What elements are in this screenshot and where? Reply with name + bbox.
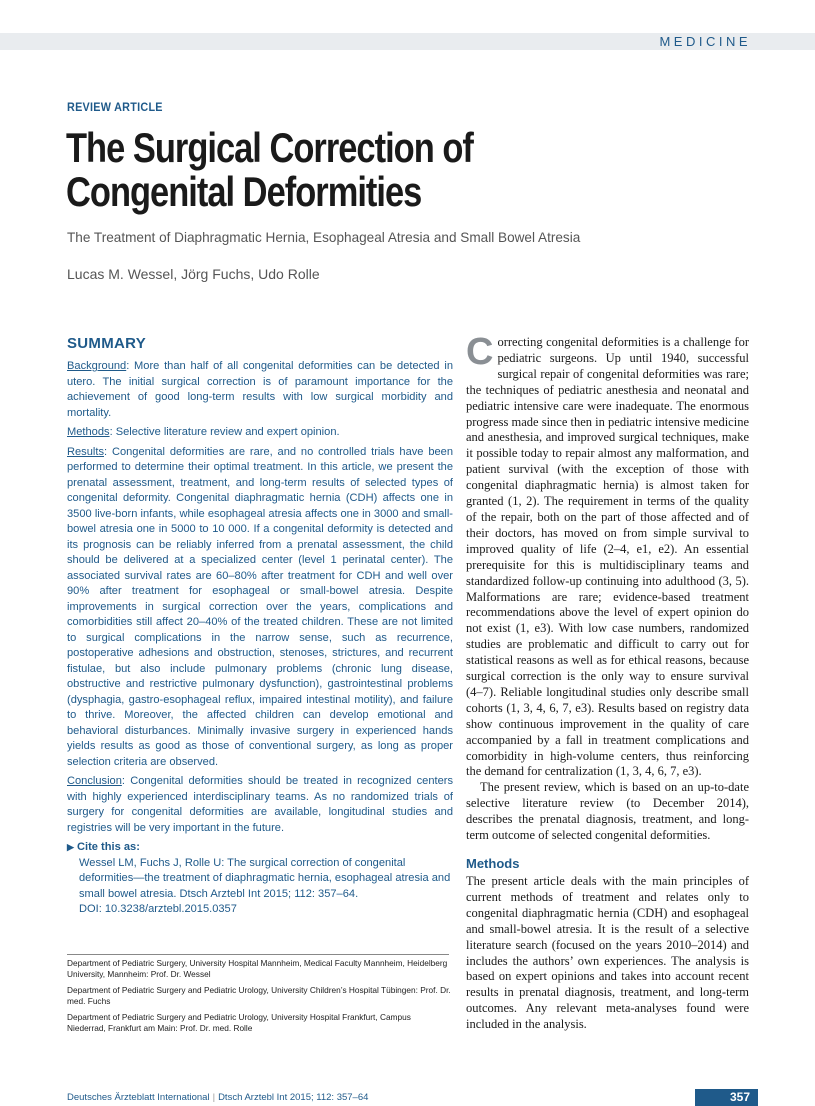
affiliation-item: Department of Pediatric Surgery, University Hospital Mannheim, Medical Faculty Mannheim, Heidelberg University, Mannheim: Prof. Dr. Wessel [67,958,448,979]
cite-text: Wessel LM, Fuchs J, Rolle U: The surgical correction of congenital deformities—the treatment of diaphragmatic hernia, esophageal atresia and small bowel atresia. Dtsch Arztebl Int 2015; 112: 357–64. [79,856,451,900]
summary-methods [67,425,453,441]
arrow-icon: ▶ [67,842,74,852]
review-paragraph: The present review, which is based on an up-to-date selective literature review (to December 2014), describes the prenatal diagnosis, treatment, and long-term outcome of selected congenital deformities. [466,780,749,843]
affiliations [67,958,451,1039]
affiliation-divider [67,954,449,955]
conclusion-label: Conclusion [67,775,122,787]
conclusion-text: : Congenital deformities should be treated in recognized centers with highly experienced interdisciplinary teams. As no randomized trials of surgery for congenital deformities are available, longitudinal studies and registries will be very important in the future. [67,775,453,834]
results-label: Results [67,445,104,458]
affiliation-item: Department of Pediatric Surgery and Pediatric Urology, University Hospital Frankfurt, Campus Niederrad, Frankfurt am Main: Prof. Dr. med. Rolle [67,1012,411,1033]
affiliation-item: Department of Pediatric Surgery and Pediatric Urology, University Children’s Hospital Tübingen: Prof. Dr. med. Fuchs [67,985,451,1006]
cite-block [67,840,453,918]
cite-doi: DOI: 10.3238/arztebl.2015.0357 [79,903,237,915]
article-type: REVIEW ARTICLE [67,100,163,114]
methods-text: : Selective literature review and expert opinion. [109,426,340,438]
methods-label: Methods [67,426,110,438]
article-authors: Lucas M. Wessel, Jörg Fuchs, Udo Rolle [67,266,320,282]
summary-results [67,445,453,771]
page-number: 357 [695,1089,758,1106]
summary-box [67,335,453,918]
body-column [466,331,749,1033]
footer-citation: Dtsch Arztebl Int 2015; 112: 357–64 [218,1092,369,1103]
cite-title: Cite this as: [77,841,140,853]
summary-background [67,359,453,421]
section-label: MEDICINE [659,34,751,49]
methods-heading: Methods [466,856,520,871]
background-text: : More than half of all congenital deformities can be detected in utero. The initial surgical correction is of paramount importance for the achievement of good long-term results with low surgical morbidity and mortality. [67,360,453,419]
methods-paragraph: The present article deals with the main principles of current methods of treatment and relates only to congenital diaphragmatic hernia (CDH) and esophageal and small-bowel atresia. It is the result of a selective literature search (focused on the years 2010–2014) and includes the authors’ own experiences. The analysis is based on expert opinions and takes into account recent results in prenatal diagnosis, treatment, and long-term outcomes. Any relevant meta-analyses found were included in the analysis. [466,874,749,1032]
summary-conclusion [67,774,453,836]
drop-cap: C [466,331,494,373]
page-footer [67,1092,368,1103]
footer-separator: | [212,1092,216,1103]
background-label: Background [67,360,127,372]
footer-journal: Deutsches Ärzteblatt International [67,1092,210,1103]
intro-paragraph [466,331,749,780]
article-title: The Surgical Correction of Congenital Deformities [66,124,473,215]
article-subtitle: The Treatment of Diaphragmatic Hernia, Esophageal Atresia and Small Bowel Atresia [67,229,581,245]
summary-heading: SUMMARY [67,335,147,352]
intro-text: orrecting congenital deformities is a challenge for pediatric surgeons. Up until 1940, successful surgical repair of congenital deformities was rare; the techniques of pediatric anesthesia and neonatal and pediatric intensive care were inadequate. The enormous progress made since then in pediatric intensive medicine and anesthesia, and improved surgical techniques, make it possible today to repair almost any malformation, and patient survival (with the exception of those with congenital diaphragmatic hernia) is almost taken for granted (1, 2). The requirement in terms of the quality of the repair, both on the part of those affected and of their doctors, has moved on from simple survival to improved quality of life (2–4, e1, e2). An essential prerequisite for this is multidisciplinary teams and standardized follow-up continuing into adulthood (3, 5). Malformations are rare; evidence-based treatment recommendations above the level of expert opinion do not exist (1, e3). With low case numbers, randomized studies are problematic and difficult to carry out for statistical reasons as well as for ethical reasons, because surgical correction is the only way to ensure survival (4–7). Reliable longitudinal studies only describe small cohorts (1, 3, 4, 6, 7, e3). Results based on registry data show continuous improvement in the quality of care accompanied by a fall in treatment complications and comorbidity in high-volume centers, thus reinforcing the demand for centralization (1, 3, 4, 6, 7, e3). [466,335,749,779]
results-text: : Congenital deformities are rare, and no controlled trials have been performed to determine their optimal treatment. In this article, we present the prenatal assessment, treatment, and long-term results of selected types of congenital deformity. Congenital diaphragmatic hernia (CDH) affects one in 3500 live-born infants, while esophageal atresia affects one in 3000 and small-bowel atresia one in 5000 to 10 000. If a congenital deformity is detected and its prognosis can be reliably inferred from a prenatal assessment, the child should be delivered at a specialized center (level 1 perinatal center). The associated survival rates are 60–80% after treatment for CDH and well over 90% after treatment for esophageal or small-bowel atresia. Despite improvements in surgical correction over the years, complications and comorbidities still affect 20–40% of the treated children. These are not limited to surgical complications in the narrow sense, such as recurrence, postoperative adhesions and obstruction, stenoses, strictures, and recurrent fistulae, but also include pulmonary problems (chronic lung disease, obstructive and restrictive pulmonary dysfunction), gastrointestinal problems (dysphagia, gastro-esophageal reflux, impaired intestinal motility), and failure to thrive. Moreover, the affected children can develop emotional and behavioral disturbances. Minimally invasive surgery in experienced hands yields results as good as those of conventional surgery, as long as proper selection criteria are observed. [67,445,453,768]
